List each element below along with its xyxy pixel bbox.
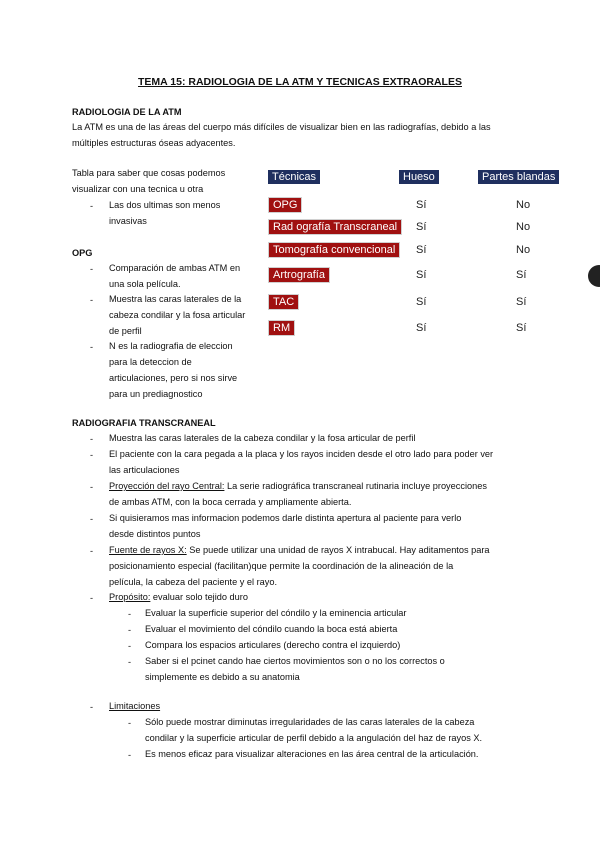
sub-list-item: Es menos eficaz para visualizar alteraciones en las área central de la articulación. [145, 749, 479, 759]
list-item: para un prediagnostico [109, 389, 203, 399]
sub-list-item: Evaluar la superficie superior del cóndilo y la eminencia articular [145, 608, 407, 618]
paragraph-line: La ATM es una de las áreas del cuerpo más difíciles de visualizar bien en las radiografías, debido a las [72, 122, 491, 132]
table-cell-blandas: Sí [516, 322, 527, 334]
document-title: TEMA 15: RADIOLOGIA DE LA ATM Y TECNICAS EXTRAORALES [138, 76, 462, 88]
paragraph-line: múltiples estructuras óseas adyacentes. [72, 138, 236, 148]
bullet-dash: - [90, 482, 94, 492]
sub-list-item: Sólo puede mostrar diminutas irregularidades de las caras laterales de la cabeza [145, 717, 475, 727]
table-cell-hueso: Sí [416, 244, 427, 256]
sub-bullet-dash: - [128, 718, 132, 728]
list-item: N es la radiografia de eleccion [109, 341, 233, 351]
sub-list-item: Compara los espacios articulares (derecho contra el izquierdo) [145, 640, 401, 650]
list-item: invasivas [109, 216, 147, 226]
list-item: de perfil [109, 326, 142, 336]
list-item: El paciente con la cara pegada a la placa y los rayos inciden desde el otro lado para poder ver [109, 449, 494, 459]
sub-bullet-dash: - [128, 641, 132, 651]
list-item: Muestra las caras laterales de la cabeza condilar y la fosa articular de perfil [109, 433, 416, 443]
list-item-text: evaluar solo tejido duro [150, 592, 248, 602]
sub-list-item: condilar y la superficie articular de perfil debido a la angulación del haz de rayos X. [145, 733, 483, 743]
table-cell-technique: OPG [268, 197, 302, 213]
label-fuente: Fuente de rayos X: [109, 545, 187, 555]
bullet-dash: - [90, 546, 94, 556]
list-item: Muestra las caras laterales de la [109, 294, 242, 304]
table-cell-hueso: Sí [416, 269, 427, 281]
list-item: desde distintos puntos [109, 529, 201, 539]
table-cell-technique: Tomografía convencional [268, 242, 400, 258]
intro-line: Tabla para saber que cosas podemos [72, 168, 226, 178]
list-item: película, la cabeza del paciente y el rayo. [109, 577, 278, 587]
page-edge-dot [588, 265, 600, 287]
sub-bullet-dash: - [128, 657, 132, 667]
table-cell-hueso: Sí [416, 322, 427, 334]
list-item: las articulaciones [109, 465, 180, 475]
table-cell-blandas: No [516, 221, 531, 233]
section-heading-transcraneal: RADIOGRAFIA TRANSCRANEAL [72, 418, 216, 428]
sub-list-item: Evaluar el movimiento del cóndilo cuando la boca está abierta [145, 624, 398, 634]
list-item: Si quisieramos mas informacion podemos darle distinta apertura al paciente para verlo [109, 513, 462, 523]
list-item: de ambas ATM, con la boca cerrada y ampliamente abierta. [109, 497, 352, 507]
list-item: para la deteccion de [109, 357, 192, 367]
list-item: articulaciones, pero si nos sirve [109, 373, 238, 383]
section-heading-opg: OPG [72, 248, 93, 258]
section-heading-atm: RADIOLOGIA DE LA ATM [72, 107, 182, 117]
list-item: una sola película. [109, 279, 181, 289]
list-item: posicionamiento especial (facilitan)que permite la coordinación de la alineación de la [109, 561, 454, 571]
table-cell-technique: Artrografía [268, 267, 330, 283]
intro-line: visualizar con una tecnica u otra [72, 184, 204, 194]
table-cell-hueso: Sí [416, 199, 427, 211]
table-cell-blandas: Sí [516, 296, 527, 308]
label-limitaciones: Limitaciones [109, 701, 161, 711]
list-item-text: La serie radiográfica transcraneal rutinaria incluye proyecciones [224, 481, 487, 491]
table-cell-hueso: Sí [416, 296, 427, 308]
table-header-tecnicas: Técnicas [268, 170, 320, 184]
sub-list-item: simplemente es debido a su anatomia [145, 672, 300, 682]
list-item-text: Se puede utilizar una unidad de rayos X intrabucal. Hay aditamentos para [186, 545, 490, 555]
bullet-dash: - [90, 342, 94, 352]
sub-bullet-dash: - [128, 625, 132, 635]
bullet-dash: - [90, 264, 94, 274]
table-header-partes-blandas: Partes blandas [478, 170, 559, 184]
list-item: Comparación de ambas ATM en [109, 263, 241, 273]
bullet-dash: - [90, 434, 94, 444]
bullet-dash: - [90, 201, 94, 211]
table-cell-blandas: No [516, 244, 531, 256]
bullet-dash: - [90, 450, 94, 460]
sub-list-item: Saber si el pcinet cando hae ciertos movimientos son o no los correctos o [145, 656, 445, 666]
table-cell-technique: RM [268, 320, 295, 336]
list-item [109, 590, 248, 606]
bullet-dash: - [90, 514, 94, 524]
list-item [109, 479, 487, 495]
table-cell-hueso: Sí [416, 221, 427, 233]
sub-bullet-dash: - [128, 750, 132, 760]
sub-bullet-dash: - [128, 609, 132, 619]
table-header-hueso: Hueso [399, 170, 439, 184]
label-proposito: Propósito: [109, 592, 151, 602]
list-item: Las dos ultimas son menos [109, 200, 221, 210]
table-cell-blandas: Sí [516, 269, 527, 281]
label-proyeccion: Proyección del rayo Central: [109, 481, 225, 491]
bullet-dash: - [90, 702, 94, 712]
list-item [109, 543, 490, 559]
table-cell-technique: Rad ografía Transcraneal [268, 219, 402, 235]
bullet-dash: - [90, 593, 94, 603]
bullet-dash: - [90, 295, 94, 305]
table-cell-technique: TAC [268, 294, 299, 310]
list-item: cabeza condilar y la fosa articular [109, 310, 246, 320]
table-cell-blandas: No [516, 199, 531, 211]
